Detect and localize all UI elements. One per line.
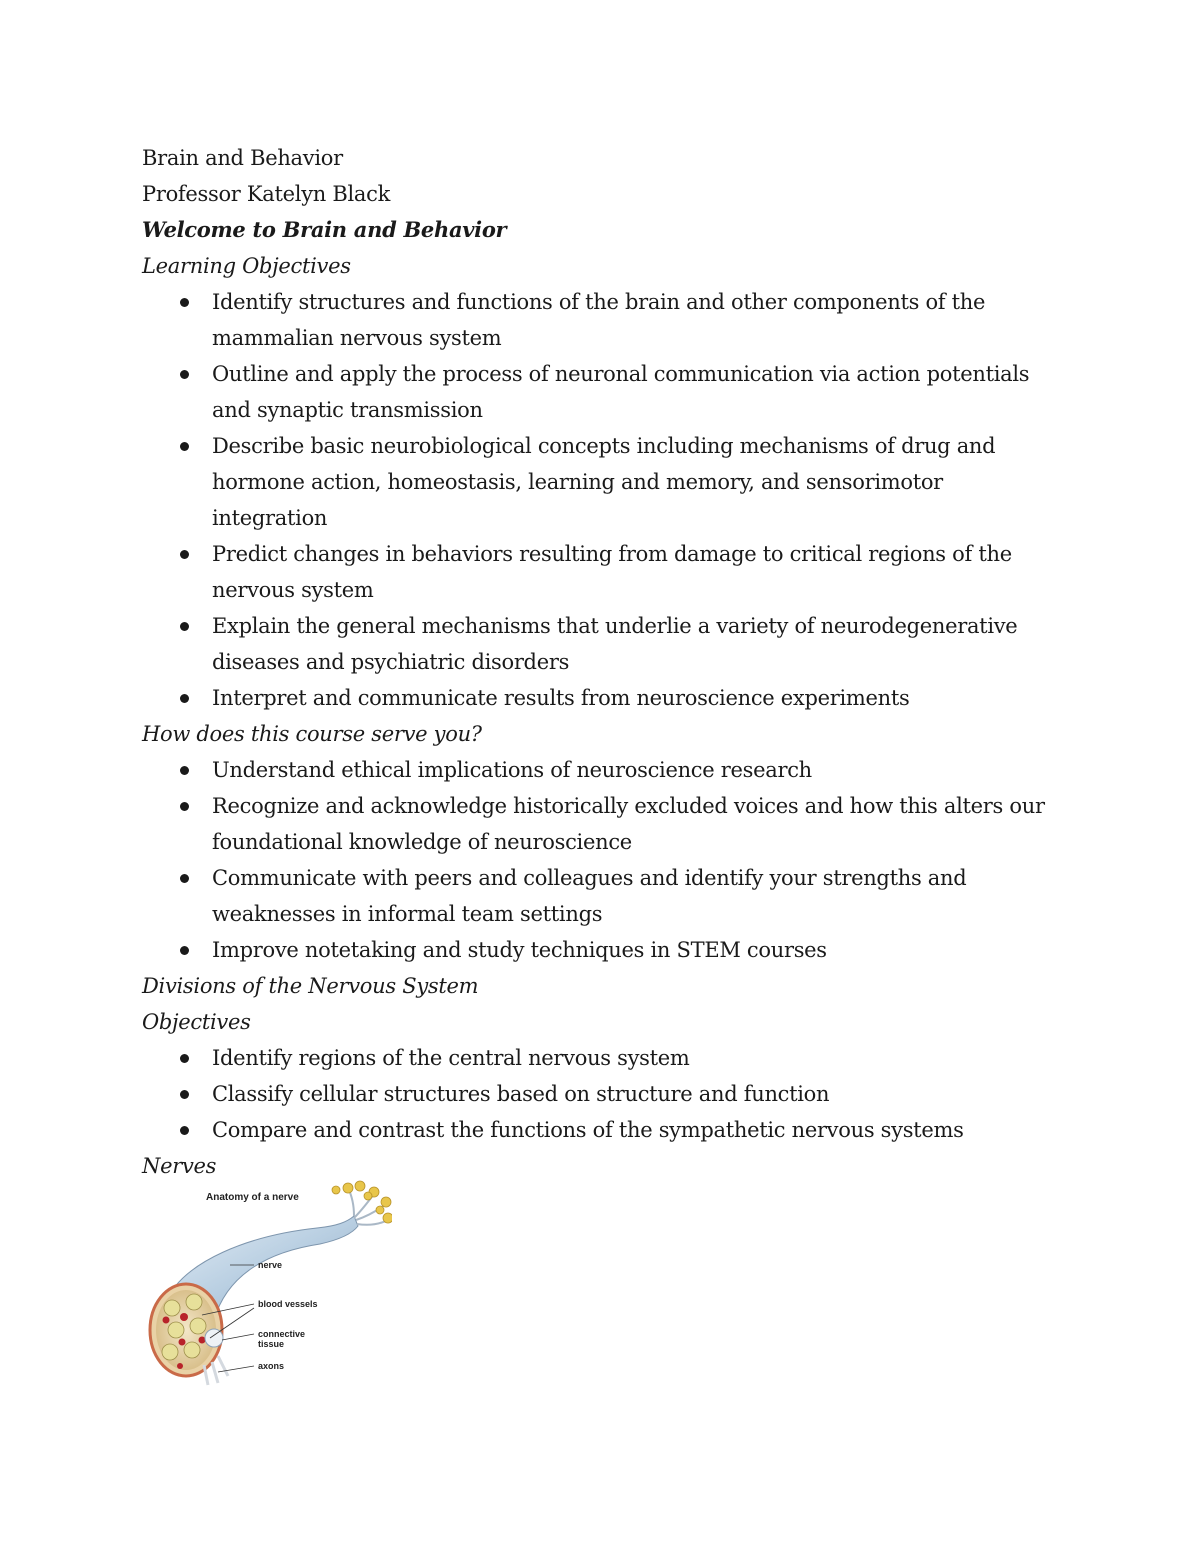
label-axons: axons: [258, 1361, 285, 1371]
list-item-text: Recognize and acknowledge historically excluded voices and how this alters our foundational knowledge of neuroscience: [212, 794, 1045, 854]
list-item-text: Explain the general mechanisms that underlie a variety of neurodegenerative diseases and psychiatric disorders: [212, 614, 1018, 674]
bullet-icon: [180, 694, 189, 703]
list-item: [142, 1040, 1062, 1076]
bullet-icon: [180, 802, 189, 811]
list-item-text: Improve notetaking and study techniques in STEM courses: [212, 938, 827, 962]
list-item: [142, 788, 1062, 860]
bullet-icon: [180, 370, 189, 379]
list-item-text: Compare and contrast the functions of the sympathetic nervous systems: [212, 1118, 964, 1142]
list-item-text: Predict changes in behaviors resulting from damage to critical regions of the nervous system: [212, 542, 1012, 602]
list-item: [142, 752, 1062, 788]
list-item: [142, 356, 1062, 428]
course-serves-list: [142, 752, 1062, 968]
bullet-icon: [180, 550, 189, 559]
list-item-text: Describe basic neurobiological concepts including mechanisms of drug and hormone action, homeostasis, learning and memory, and sensorimotor integration: [212, 434, 996, 530]
bullet-icon: [180, 298, 189, 307]
bullet-icon: [180, 946, 189, 955]
nerve-anatomy-figure: [142, 1180, 392, 1390]
label-connective-tissue: connective tissue: [258, 1329, 306, 1349]
label-nerve: nerve: [258, 1260, 283, 1270]
list-item-text: Identify regions of the central nervous system: [212, 1046, 690, 1070]
bullet-icon: [180, 622, 189, 631]
list-item: [142, 932, 1062, 968]
list-item: [142, 284, 1062, 356]
course-title: Brain and Behavior: [142, 146, 343, 170]
bullet-icon: [180, 766, 189, 775]
list-item: [142, 1112, 1062, 1148]
list-item-text: Outline and apply the process of neuronal communication via action potentials and synaptic transmission: [212, 362, 1030, 422]
bullet-icon: [180, 1054, 189, 1063]
list-item-text: Classify cellular structures based on structure and function: [212, 1082, 830, 1106]
learning-objectives-heading: Learning Objectives: [142, 254, 351, 278]
list-item: [142, 860, 1062, 932]
nerve-illustration: [142, 1180, 392, 1390]
list-item: [142, 428, 1062, 536]
nerves-heading: Nerves: [142, 1154, 217, 1178]
list-item-text: Understand ethical implications of neuroscience research: [212, 758, 812, 782]
list-item: [142, 680, 1062, 716]
objectives-heading: Objectives: [142, 1010, 251, 1034]
course-serves-heading: How does this course serve you?: [142, 722, 482, 746]
bullet-icon: [180, 442, 189, 451]
document-body: [142, 140, 1062, 1184]
list-item-text: Identify structures and functions of the brain and other components of the mammalian nervous system: [212, 290, 986, 350]
professor-name: Professor Katelyn Black: [142, 182, 391, 206]
divisions-heading: Divisions of the Nervous System: [142, 974, 479, 998]
list-item: [142, 608, 1062, 680]
list-item: [142, 1076, 1062, 1112]
objectives-list: [142, 1040, 1062, 1148]
list-item: [142, 536, 1062, 608]
bullet-icon: [180, 874, 189, 883]
list-item-text: Communicate with peers and colleagues and identify your strengths and weaknesses in informal team settings: [212, 866, 967, 926]
list-item-text: Interpret and communicate results from neuroscience experiments: [212, 686, 910, 710]
welcome-heading: Welcome to Brain and Behavior: [142, 217, 507, 242]
bullet-icon: [180, 1126, 189, 1135]
learning-objectives-list: [142, 284, 1062, 716]
bullet-icon: [180, 1090, 189, 1099]
figure-title: Anatomy of a nerve: [206, 1192, 299, 1203]
label-blood-vessels: blood vessels: [258, 1299, 318, 1309]
